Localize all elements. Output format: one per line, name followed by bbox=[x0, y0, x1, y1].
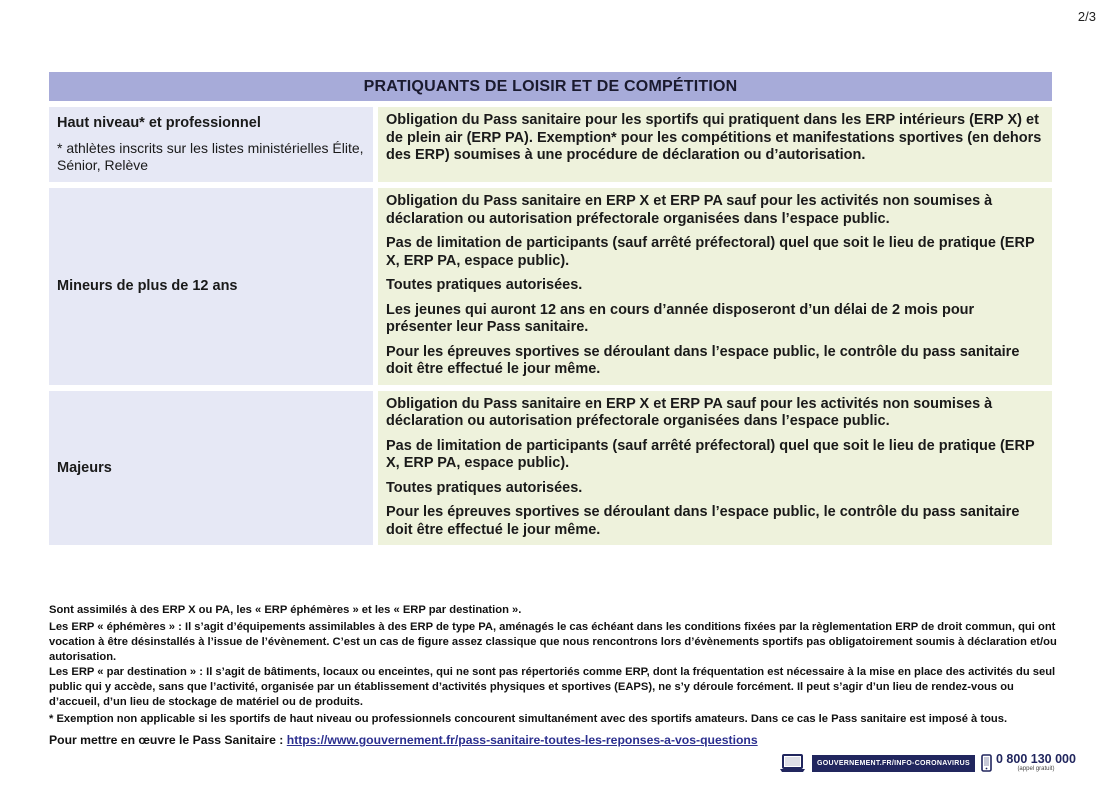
footnotes bbox=[49, 603, 1059, 748]
table-row bbox=[49, 107, 1052, 182]
rules-cell bbox=[378, 107, 1052, 182]
phone-icon bbox=[981, 754, 992, 772]
rule-paragraph: Obligation du Pass sanitaire en ERP X et ERP PA sauf pour les activités non soumises à déclaration ou autorisation préfectorale organisées dans l’espace public. bbox=[386, 193, 993, 227]
rule-paragraph: Pour les épreuves sportives se déroulant dans l’espace public, le contrôle du pass sanitaire doit être effectué le jour même. bbox=[386, 504, 1020, 538]
rules-cell bbox=[378, 391, 1052, 546]
table-row bbox=[49, 391, 1052, 546]
rule-paragraph: Obligation du Pass sanitaire en ERP X et ERP PA sauf pour les activités non soumises à déclaration ou autorisation préfectorale organisées dans l’espace public. bbox=[386, 395, 993, 429]
note-erp-assimilated: Sont assimilés à des ERP X ou PA, les « ERP éphémères » et les « ERP par destination ». bbox=[49, 604, 522, 616]
pass-sanitaire-link[interactable]: https://www.gouvernement.fr/pass-sanitaire-toutes-les-reponses-a-vos-questions bbox=[286, 733, 758, 747]
gov-info-badge: GOUVERNEMENT.FR/INFO-CORONAVIRUS bbox=[812, 755, 975, 772]
phone-block bbox=[996, 753, 1076, 773]
category-cell bbox=[49, 107, 373, 182]
laptop-icon bbox=[779, 754, 806, 773]
rule-paragraph: Toutes pratiques autorisées. bbox=[386, 479, 583, 496]
category-cell bbox=[49, 188, 373, 385]
sanitary-pass-table bbox=[49, 72, 1052, 545]
rule-paragraph: Pour les épreuves sportives se déroulant dans l’espace public, le contrôle du pass sanitaire doit être effectué le jour même. bbox=[386, 343, 1020, 377]
category-label: Haut niveau* et professionnel bbox=[57, 115, 261, 131]
rule-paragraph: Toutes pratiques autorisées. bbox=[386, 277, 583, 293]
category-label: Mineurs de plus de 12 ans bbox=[57, 278, 238, 295]
page-number: 2/3 bbox=[1077, 9, 1096, 24]
footer-logo bbox=[779, 753, 1076, 773]
rules-cell bbox=[378, 188, 1052, 385]
link-line bbox=[49, 733, 1059, 748]
rule-paragraph: Pas de limitation de participants (sauf arrêté préfectoral) quel que soit le lieu de pratique (ERP X, ERP PA, espace public). bbox=[386, 437, 1035, 471]
category-cell bbox=[49, 391, 373, 546]
note-erp-destination: Les ERP « par destination » : Il s’agit de bâtiments, locaux ou enceintes, qui ne sont pas répertoriés comme ERP, dont la fréquentation est nécessaire à la mise en place des activités du seul public qui y accède, sans que l’activité, organisée par un établissement d’activités physiques et sportives (EAPS), ne s’y déroule forcément. Il peut s’agir d’un lieu de rendez-vous ou d’accueil, d’un lieu de stockage de matériel ou de produits. bbox=[49, 666, 1056, 708]
category-sublabel: * athlètes inscrits sur les listes ministérielles Élite, Sénior, Relève bbox=[57, 140, 364, 173]
rule-paragraph: Pas de limitation de participants (sauf arrêté préfectoral) quel que soit le lieu de pratique (ERP X, ERP PA, espace public). bbox=[386, 235, 1035, 269]
phone-note: (appel gratuit) bbox=[1017, 766, 1055, 772]
note-erp-ephemeral: Les ERP « éphémères » : Il s’agit d’équipements assimilables à des ERP de type PA, aménagés le cas échéant dans les conditions fixées par la règlementation ERP de droit commun, qui ont vocation à être désinstallés à l’issue de l’évènement. C’est un cas de figure assez classique que nous rencontrons lors d’évènements sportifs pas obligatoirement soumis à déclaration et/ou autorisation. bbox=[49, 621, 1057, 663]
rule-paragraph: Les jeunes qui auront 12 ans en cours d’année disposeront d’un délai de 2 mois pour présenter leur Pass sanitaire. bbox=[386, 301, 975, 335]
note-exemption: * Exemption non applicable si les sportifs de haut niveau ou professionnels concourent simultanément avec des sportifs amateurs. Dans ce cas le Pass sanitaire est imposé à tous. bbox=[49, 713, 1008, 725]
table-title: PRATIQUANTS DE LOISIR ET DE COMPÉTITION bbox=[49, 72, 1052, 101]
rule-paragraph: Obligation du Pass sanitaire pour les sportifs qui pratiquent dans les ERP intérieurs (ERP X) et de plein air (ERP PA). Exemption* pour les compétitions et manifestations sportives (en dehors des ERP) soumises à une procédure de déclaration ou d’autorisation. bbox=[386, 112, 1042, 163]
category-label: Majeurs bbox=[57, 459, 112, 476]
link-prefix: Pour mettre en œuvre le Pass Sanitaire : bbox=[49, 733, 287, 747]
table-row bbox=[49, 188, 1052, 385]
phone-number: 0 800 130 000 bbox=[995, 752, 1076, 766]
